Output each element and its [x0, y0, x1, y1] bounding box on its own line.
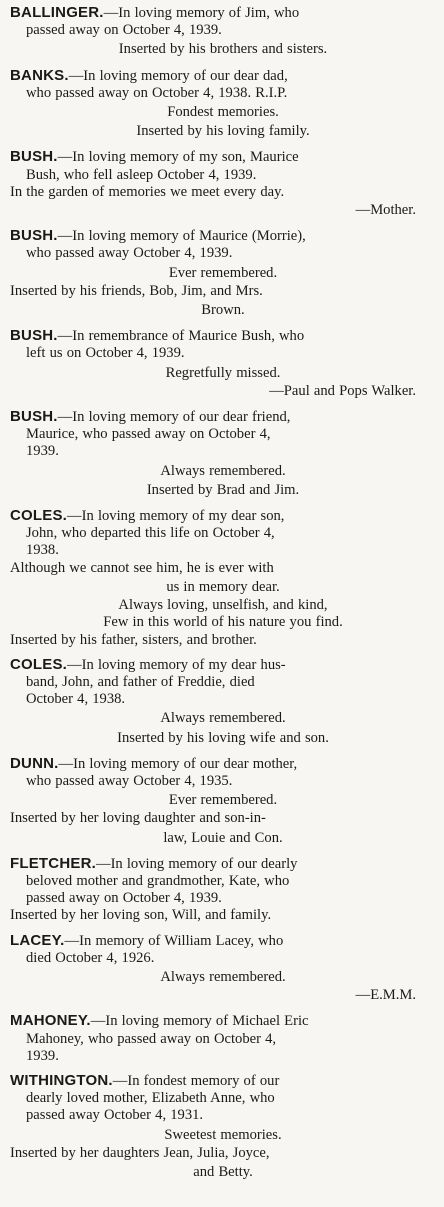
notice-text-line: Maurice, who passed away on October 4, — [26, 426, 271, 443]
notice-text-line: passed away on October 4, 1939. — [26, 22, 222, 39]
notice-text: —In remembrance of Maurice Bush, who — [57, 328, 305, 345]
memorial-notice — [10, 67, 436, 141]
notice-line: Ever remembered. — [168, 264, 278, 281]
notice-opening-line — [10, 227, 436, 245]
notice-line: Inserted by his loving family. — [136, 123, 310, 140]
surname-heading: BUSH. — [10, 327, 58, 345]
surname-heading: BUSH. — [10, 148, 58, 166]
notice-line: Although we cannot see him, he is ever with — [10, 559, 274, 576]
notice-separator — [10, 649, 436, 656]
notice-text-line: 1938. — [26, 542, 59, 559]
notice-opening-line — [10, 656, 436, 674]
notice-line: Brown. — [201, 302, 245, 319]
notice-separator — [10, 848, 436, 855]
notice-line: Always remembered. — [160, 710, 286, 727]
notice-line: Sweetest memories. — [164, 1126, 282, 1143]
notice-line: Inserted by his loving wife and son. — [117, 729, 329, 746]
notice-text: —In loving memory of my son, Maurice — [57, 149, 299, 166]
memorial-notice — [10, 4, 436, 59]
notice-separator — [10, 500, 436, 507]
notice-line: Always loving, unselfish, and kind, — [118, 597, 328, 614]
surname-heading: LACEY. — [10, 931, 65, 949]
notice-line: us in memory dear. — [166, 578, 280, 595]
memorial-notice — [10, 1072, 436, 1181]
notice-separator — [10, 220, 436, 227]
notice-opening-line — [10, 755, 436, 773]
surname-heading: DUNN. — [10, 754, 59, 772]
notice-text-line: dearly loved mother, Elizabeth Anne, who — [26, 1090, 275, 1107]
notice-opening-line — [10, 1012, 436, 1030]
notice-opening-line — [10, 1072, 436, 1090]
memorial-notice — [10, 507, 436, 649]
notice-text-line: who passed away on October 4, 1938. R.I.P. — [26, 84, 288, 101]
memorial-notice — [10, 1012, 436, 1065]
notice-separator — [10, 1182, 436, 1189]
notice-text: —In loving memory of our dear friend, — [57, 409, 291, 426]
notice-text-line: 1939. — [26, 443, 59, 460]
notice-line: Inserted by his brothers and sisters. — [118, 41, 328, 58]
notice-opening-line — [10, 855, 436, 873]
notice-signature: —Mother. — [355, 202, 416, 219]
notice-separator — [10, 1065, 436, 1072]
notice-opening-line — [10, 507, 436, 525]
notice-text-line: John, who departed this life on October 4, — [26, 525, 275, 542]
notice-line: Inserted by her loving son, Will, and family. — [10, 907, 272, 924]
surname-heading: FLETCHER. — [10, 854, 96, 872]
notice-line: and Betty. — [193, 1163, 253, 1180]
notice-text-line: band, John, and father of Freddie, died — [26, 673, 255, 690]
notice-opening-line — [10, 148, 436, 166]
notice-text: —In loving memory of Jim, who — [103, 5, 300, 21]
notice-text: —In fondest memory of our — [112, 1072, 280, 1089]
surname-heading: BUSH. — [10, 408, 58, 426]
notice-separator — [10, 141, 436, 148]
surname-heading: MAHONEY. — [10, 1012, 91, 1030]
notice-line: Inserted by her daughters Jean, Julia, Joyce, — [10, 1144, 270, 1161]
memorial-notice — [10, 932, 436, 1005]
memorial-notice — [10, 227, 436, 319]
memorial-notice — [10, 408, 436, 499]
notice-text-line: passed away on October 4, 1939. — [26, 890, 222, 907]
notice-text-line: 1939. — [26, 1047, 59, 1064]
notice-text-line: who passed away October 4, 1939. — [26, 245, 233, 262]
notice-line: Always remembered. — [160, 462, 286, 479]
notice-text-line: left us on October 4, 1939. — [26, 345, 185, 362]
notice-line: Fondest memories. — [167, 104, 279, 121]
notice-text-line: Bush, who fell asleep October 4, 1939. — [26, 166, 257, 183]
notice-line: law, Louie and Con. — [163, 829, 283, 846]
notice-line: Inserted by Brad and Jim. — [146, 481, 300, 498]
surname-heading: BANKS. — [10, 66, 69, 84]
notice-text-line: October 4, 1938. — [26, 691, 126, 708]
notice-separator — [10, 60, 436, 67]
memorial-notice — [10, 755, 436, 847]
notice-line: Always remembered. — [160, 968, 286, 985]
notice-text: —In loving memory of Michael Eric — [90, 1013, 309, 1030]
surname-heading: COLES. — [10, 507, 68, 525]
memorial-notice — [10, 855, 436, 925]
notice-text: —In loving memory of Maurice (Morrie), — [57, 228, 306, 245]
notice-line: Regretfully missed. — [165, 364, 281, 381]
notice-opening-line — [10, 932, 436, 950]
memorial-notice — [10, 148, 436, 219]
memorial-notice — [10, 656, 436, 747]
notice-separator — [10, 925, 436, 932]
notice-text: —In loving memory of our dearly — [95, 855, 298, 872]
notice-signature: —E.M.M. — [355, 987, 416, 1004]
notice-line: Inserted by his father, sisters, and brother. — [10, 631, 257, 648]
notice-line: In the garden of memories we meet every day. — [10, 183, 285, 200]
surname-heading: BUSH. — [10, 227, 58, 245]
notice-text: —In loving memory of my dear son, — [67, 508, 285, 525]
notice-line: Inserted by his friends, Bob, Jim, and Mrs. — [10, 282, 263, 299]
surname-heading: COLES. — [10, 655, 68, 673]
notice-opening-line — [10, 408, 436, 426]
notice-separator — [10, 1005, 436, 1012]
notice-text: —In loving memory of our dear dad, — [68, 67, 288, 84]
notice-text-line: beloved mother and grandmother, Kate, who — [26, 872, 290, 889]
notice-text: —In memory of William Lacey, who — [64, 932, 284, 949]
notice-text: —In loving memory of our dear mother, — [58, 755, 298, 772]
notice-text-line: died October 4, 1926. — [26, 949, 155, 966]
notice-text: —In loving memory of my dear hus- — [67, 656, 286, 673]
notice-signature: —Paul and Pops Walker. — [269, 382, 416, 399]
notice-text-line: who passed away October 4, 1935. — [26, 772, 233, 789]
notice-line: Inserted by her loving daughter and son-in- — [10, 810, 266, 827]
surname-heading: BALLINGER. — [10, 4, 104, 21]
memorial-notice — [10, 327, 436, 400]
notice-separator — [10, 748, 436, 755]
notice-text-line: passed away October 4, 1931. — [26, 1107, 204, 1124]
notice-opening-line — [10, 67, 436, 85]
notice-line: Ever remembered. — [168, 792, 278, 809]
notice-line: Few in this world of his nature you find. — [103, 614, 343, 631]
notice-opening-line — [10, 4, 436, 22]
notice-text-line: Mahoney, who passed away on October 4, — [26, 1030, 277, 1047]
notice-separator — [10, 401, 436, 408]
surname-heading: WITHINGTON. — [10, 1071, 113, 1089]
notice-opening-line — [10, 327, 436, 345]
notice-separator — [10, 320, 436, 327]
